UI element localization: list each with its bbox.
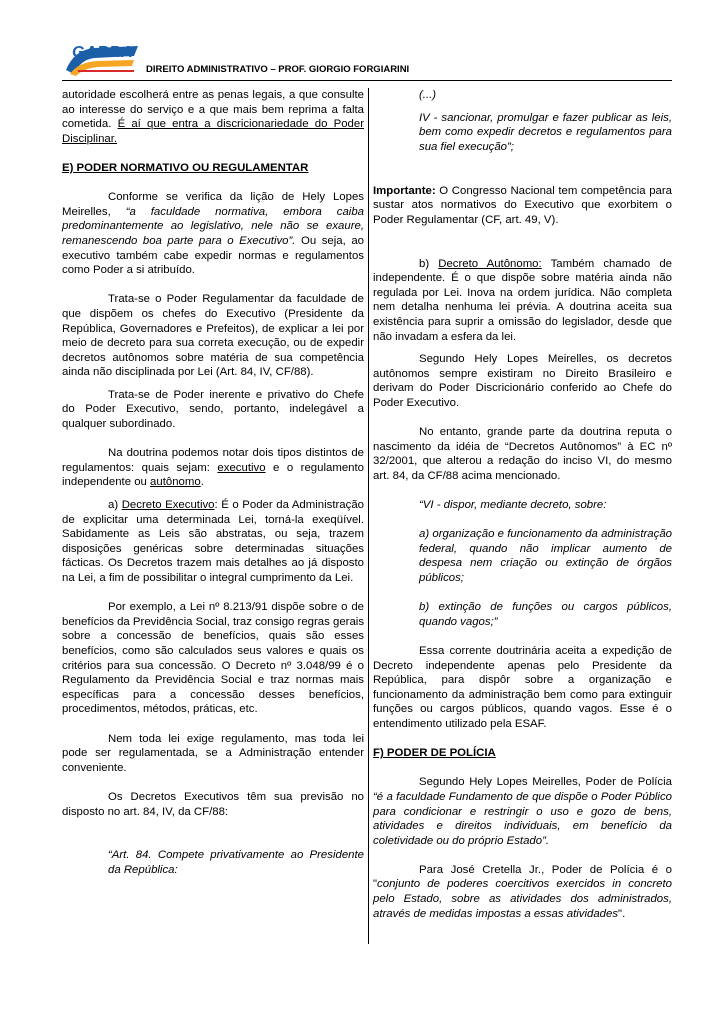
paragraph-poder-regulamentar: Trata-se o Poder Regulamentar da faculdade de que dispõem os chefes do Executivo (Presidente da República, Governadores e Prefeitos), de explicar a lei por meio de decreto para sua correta execução, ou de expedir decretos autônomos sobre matéria de sua competência ainda não disciplinada por Lei (Art. 84, IV, CF/88).	[62, 293, 364, 379]
quote-alinea-a: a) organização e funcionamento da administração federal, quando não implicar aumento de despesa nem criação ou extinção de órgãos públicos;	[419, 528, 672, 584]
paragraph-hely-policia: Segundo Hely Lopes Meirelles, Poder de Polícia “é a faculdade Fundamento de que dispõe o Poder Público para condicionar e restringir o uso e gozo de bens, atividades e direitos individuais, em benefício da coletividade ou do próprio Estado”.	[373, 776, 672, 847]
right-column	[373, 88, 672, 921]
quote-ellipsis: (...)	[419, 89, 437, 101]
paragraph-esaf: Essa corrente doutrinária aceita a expedição de Decreto independente apenas pelo Presidente da República, para dispôr sobre a organização e funcionamento da administração bem como para extinguir funções ou cargos públicos, quando vagos. Esse é o entendimento utilizado pela ESAF.	[373, 644, 672, 730]
paragraph-exemplo-lei: Por exemplo, a Lei nº 8.213/91 dispõe sobre o de benefícios da Previdência Social, traz consigo regras gerais sobre a concessão de benefícios, quais são esses benefícios, como são calculados seus valores e quais os critérios para sua concessão. O Decreto nº 3.048/99 é o Regulamento da Previdência Social e traz normas mais específicas para a concessão desses benefícios, procedimentos, métodos, práticas, etc.	[62, 601, 365, 716]
paragraph-decreto-executivo: a) Decreto Executivo: É o Poder da Administração de explicitar uma determinada Lei, torná-la exeqüível. Sabidamente as Leis são abstratas, ou seja, trazem disposições genéricas sobre determinadas situações fácticas. Os Decretos trazem mais detalhes ao já disposto na Lei, a fim de possibilitar o integral cumprimento da Lei.	[62, 499, 364, 584]
paragraph-nem-toda-lei: Nem toda lei exige regulamento, mas toda lei pode ser regulamentada, se a Administração entender conveniente.	[62, 732, 364, 774]
paragraph-indelegavel: Trata-se de Poder inerente e privativo do Chefe do Poder Executivo, sendo, portanto, indelegável a qualquer subordinado.	[62, 388, 364, 431]
paragraph-decreto-autonomo: b) Decreto Autônomo: Também chamado de independente. É o que dispõe sobre matéria ainda não regulada por Lei. Inova na ordem jurídica. Não completa nem detalha nenhuma lei prévia. A doutrina aceita sua existência para suprir a omissão do legislador, desde que não invadam a esfera da lei.	[373, 257, 672, 343]
paragraph-disciplinar: autoridade escolherá entre as penas legais, a que consulte ao interesse do serviço e a que mais bem reprima a falta cometida. É aí que entra a discricionariedade do Poder Disciplinar.	[62, 89, 364, 145]
heading-poder-policia: F) PODER DE POLÍCIA	[373, 747, 496, 760]
paragraph-hely-normativo: Conforme se verifica da lição de Hely Lopes Meirelles, “a faculdade normativa, embora caiba predominantemente ao legislativo, nele não se exaure, remanescendo boa parte para o Executivo”. Ou seja, ao executivo também cabe expedir normas e regulamentos como Poder a si atribuído.	[62, 191, 365, 277]
quote-alinea-b: b) extinção de funções ou cargos públicos, quando vagos;”	[419, 601, 672, 628]
quote-art84: “Art. 84. Compete privativamente ao Presidente da República:	[108, 849, 364, 876]
paragraph-importante: Importante: O Congresso Nacional tem competência para sustar atos normativos do Executivo que exorbitem o Poder Regulamentar (CF, art. 49, V).	[373, 184, 672, 226]
logo-text: GARRA	[72, 44, 134, 61]
left-column	[62, 88, 364, 877]
paragraph-previsao-art84: Os Decretos Executivos têm sua previsão no disposto no art. 84, IV, da CF/88:	[62, 790, 364, 818]
paragraph-tipos-regulamentos: Na doutrina podemos notar dois tipos distintos de regulamentos: quais sejam: executivo e o regulamento independente ou autônomo.	[62, 447, 364, 489]
quote-inciso-vi: “VI - dispor, mediante decreto, sobre:	[419, 499, 607, 512]
paragraph-cretella: Para José Cretella Jr., Poder de Polícia é o "conjunto de poderes coercitivos exercidos in concreto pelo Estado, sobre as atividades dos administrados, através de medidas impostas a essas atividades".	[373, 863, 672, 920]
header-title: DIREITO ADMINISTRATIVO – PROF. GIORGIO FORGIARINI	[146, 64, 410, 75]
paragraph-hely-autonomos: Segundo Hely Lopes Meirelles, os decretos autônomos sempre existiram no Direito Brasileiro e derivam do Poder Discricionário conferido ao Chefe do Poder Executivo.	[373, 353, 672, 409]
paragraph-ec-32: No entanto, grande parte da doutrina reputa o nascimento da idéia de “Decretos Autônomos” à EC nº 32/2001, que alterou a redação do inciso VI, do mesmo art. 84, da CF/88 acima mencionado.	[373, 426, 672, 482]
heading-poder-normativo: E) PODER NORMATIVO OU REGULAMENTAR	[62, 161, 309, 174]
column-divider	[368, 88, 369, 944]
garra-logo	[64, 40, 142, 78]
header-rule	[62, 80, 672, 81]
quote-inciso-iv: IV - sancionar, promulgar e fazer publicar as leis, bem como expedir decretos e regulamentos para sua fiel execução”;	[419, 111, 672, 153]
page-header	[62, 40, 672, 86]
